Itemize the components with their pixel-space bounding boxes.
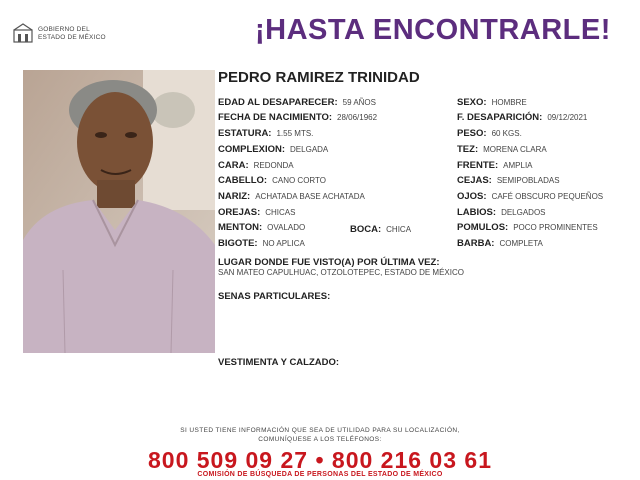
person-name: PEDRO RAMIREZ TRINIDAD — [218, 69, 420, 86]
government-logo — [12, 22, 112, 48]
field-orejas: OREJAS: CHICAS — [218, 207, 296, 218]
field-fecha-desaparicion: F. DESAPARICIÓN: 09/12/2021 — [457, 112, 588, 123]
field-ojos: OJOS: CAFÉ OBSCURO PEQUEÑOS — [457, 191, 604, 202]
field-cejas: CEJAS: SEMIPOBLADAS — [457, 175, 560, 186]
person-photo — [23, 70, 215, 353]
field-pomulos: POMULOS: POCO PROMINENTES — [457, 222, 598, 233]
field-barba: BARBA: COMPLETA — [457, 238, 543, 249]
last-seen-value: SAN MATEO CAPULHUAC, OTZOLOTEPEC, ESTADO DE MÉXICO — [218, 268, 464, 277]
field-bigote: BIGOTE: NO APLICA — [218, 238, 305, 249]
field-boca: BOCA: CHICA — [350, 224, 412, 235]
footer-info-line2: COMUNÍQUESE A LOS TELÉFONOS: — [258, 436, 382, 443]
distinguishing-marks-label: SENAS PARTICULARES: — [218, 291, 331, 302]
headline: ¡HASTA ENCONTRARLE! — [255, 14, 611, 46]
field-cabello: CABELLO: CANO CORTO — [218, 175, 327, 186]
field-nariz: NARIZ: ACHATADA BASE ACHATADA — [218, 191, 365, 202]
field-fecha-nacimiento: FECHA DE NACIMIENTO: 28/06/1962 — [218, 112, 378, 123]
field-labios: LABIOS: DELGADOS — [457, 207, 546, 218]
logo-text: GOBIERNO DEL ESTADO DE MÉXICO — [38, 26, 106, 41]
field-edad: EDAD AL DESAPARECER: 59 AÑOS — [218, 97, 376, 108]
field-complexion: COMPLEXION: DELGADA — [218, 144, 329, 155]
last-seen-label: LUGAR DONDE FUE VISTO(A) POR ÚLTIMA VEZ: — [218, 257, 440, 268]
field-menton: MENTON: OVALADO — [218, 222, 306, 233]
field-cara: CARA: REDONDA — [218, 160, 294, 171]
field-peso: PESO: 60 KGS. — [457, 128, 522, 139]
footer-info-line1: SI USTED TIENE INFORMACIÓN QUE SEA DE UTILIDAD PARA SU LOCALIZACIÓN, — [180, 427, 460, 434]
field-frente: FRENTE: AMPLIA — [457, 160, 533, 171]
phone-numbers: 800 509 09 27 • 800 216 03 61 — [147, 447, 492, 473]
clothing-label: VESTIMENTA Y CALZADO: — [218, 357, 340, 368]
field-estatura: ESTATURA: 1.55 MTS. — [218, 128, 314, 139]
commission-name: COMISIÓN DE BÚSQUEDA DE PERSONAS DEL ESTADO DE MÉXICO — [197, 471, 443, 478]
field-tez: TEZ: MORENA CLARA — [457, 144, 547, 155]
field-sexo: SEXO: HOMBRE — [457, 97, 527, 108]
state-emblem-icon — [12, 22, 34, 44]
